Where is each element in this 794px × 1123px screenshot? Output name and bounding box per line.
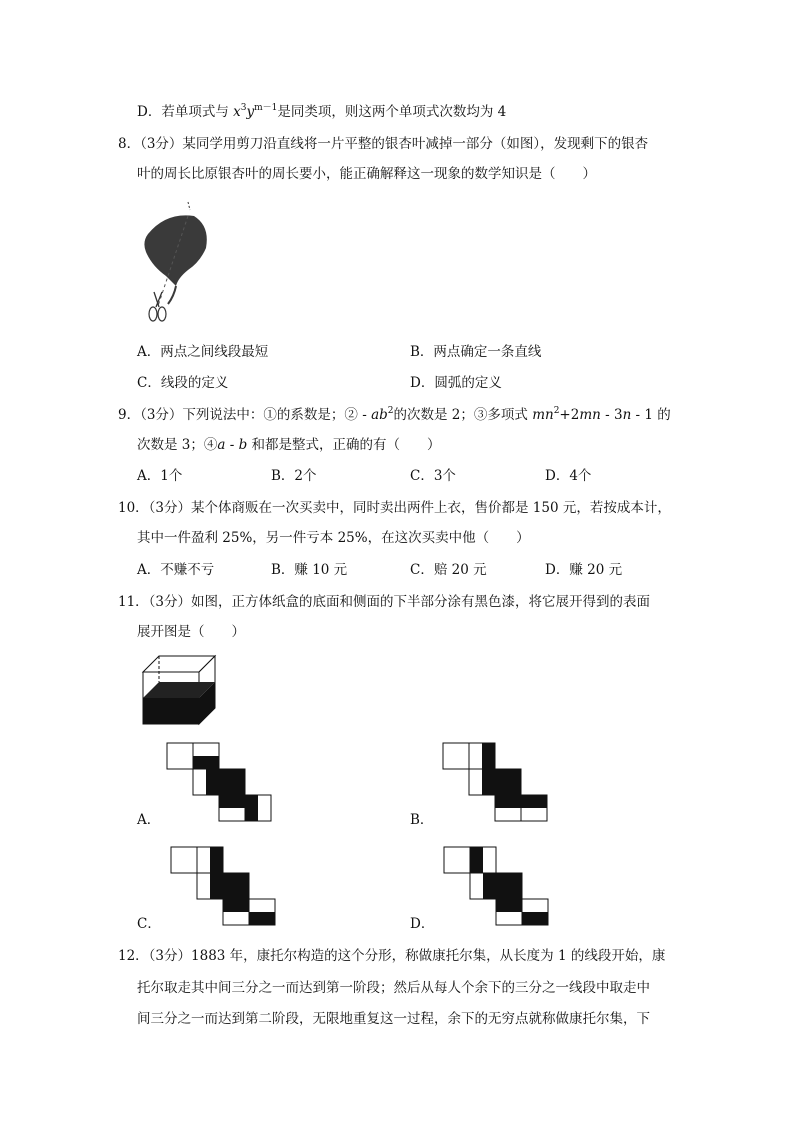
q12-stem-line1: 12．（3分）1883 年，康托尔构造的这个分形，称做康托尔集，从长度为 1 的线段开始，康: [118, 948, 666, 964]
q7-option-d: D．若单项式与 $x^3y^{m-1}$是同类项，则这两个单项式次数均为 4: [137, 103, 507, 120]
q9-option-d: D．4个: [545, 468, 592, 484]
q10-option-c: C．赔 20 元: [410, 562, 487, 578]
q8-option-b: B．两点确定一条直线: [410, 344, 542, 360]
q11-option-b: B．: [410, 812, 434, 828]
ginkgo-leaf-figure: [138, 196, 210, 326]
q11-net-a: [166, 742, 274, 824]
q11-net-b: [442, 742, 550, 824]
q11-net-d: [443, 846, 551, 928]
q10-option-d: D．赚 20 元: [545, 562, 623, 578]
q11-option-c: C．: [137, 916, 161, 932]
q8-stem-line1: 8．（3分）某同学用剪刀沿直线将一片平整的银杏叶减掉一部分（如图），发现剩下的银杏: [118, 136, 649, 152]
q11-stem-line2: 展开图是（ ）: [137, 624, 245, 640]
painted-cube-figure: [141, 654, 217, 726]
q8-option-a: A．两点之间线段最短: [137, 344, 269, 360]
q11-stem-line1: 11．（3分）如图，正方体纸盒的底面和侧面的下半部分涂有黑色漆，将它展开得到的表面: [118, 594, 651, 610]
q9-stem-line1: 9．（3分）下列说法中：①的系数是；② - $ab^2$的次数是 2；③多项式 $mn^2+2mn - 3n - 1$ 的: [118, 406, 671, 423]
q8-option-c: C．线段的定义: [137, 375, 229, 391]
q9-option-c: C．3个: [410, 468, 456, 484]
q10-option-a: A．不赚不亏: [137, 562, 215, 578]
q11-net-c: [170, 846, 278, 928]
q12-stem-line2: 托尔取走其中间三分之一而达到第一阶段；然后从每人个余下的三分之一线段中取走中: [137, 980, 650, 996]
q8-stem-line2: 叶的周长比原银杏叶的周长要小，能正确解释这一现象的数学知识是（ ）: [137, 166, 596, 182]
q8-option-d: D．圆弧的定义: [410, 375, 502, 391]
q9-stem-line2: 次数是 3；④a - b 和都是整式，正确的有（ ）: [137, 437, 441, 453]
q9-option-a: A．1个: [137, 468, 183, 484]
q10-stem-line1: 10．（3分）某个体商贩在一次买卖中，同时卖出两件上衣，售价都是 150 元，若按成本计，: [118, 500, 671, 516]
q10-option-b: B．赚 10 元: [271, 562, 348, 578]
q10-stem-line2: 其中一件盈利 25%，另一件亏本 25%，在这次买卖中他（ ）: [137, 530, 530, 546]
q11-option-d: D．: [410, 916, 435, 932]
q11-option-a: A．: [137, 812, 161, 828]
q9-option-b: B．2个: [271, 468, 317, 484]
q12-stem-line3: 间三分之一而达到第二阶段，无限地重复这一过程，余下的无穷点就称做康托尔集，下: [137, 1011, 650, 1027]
